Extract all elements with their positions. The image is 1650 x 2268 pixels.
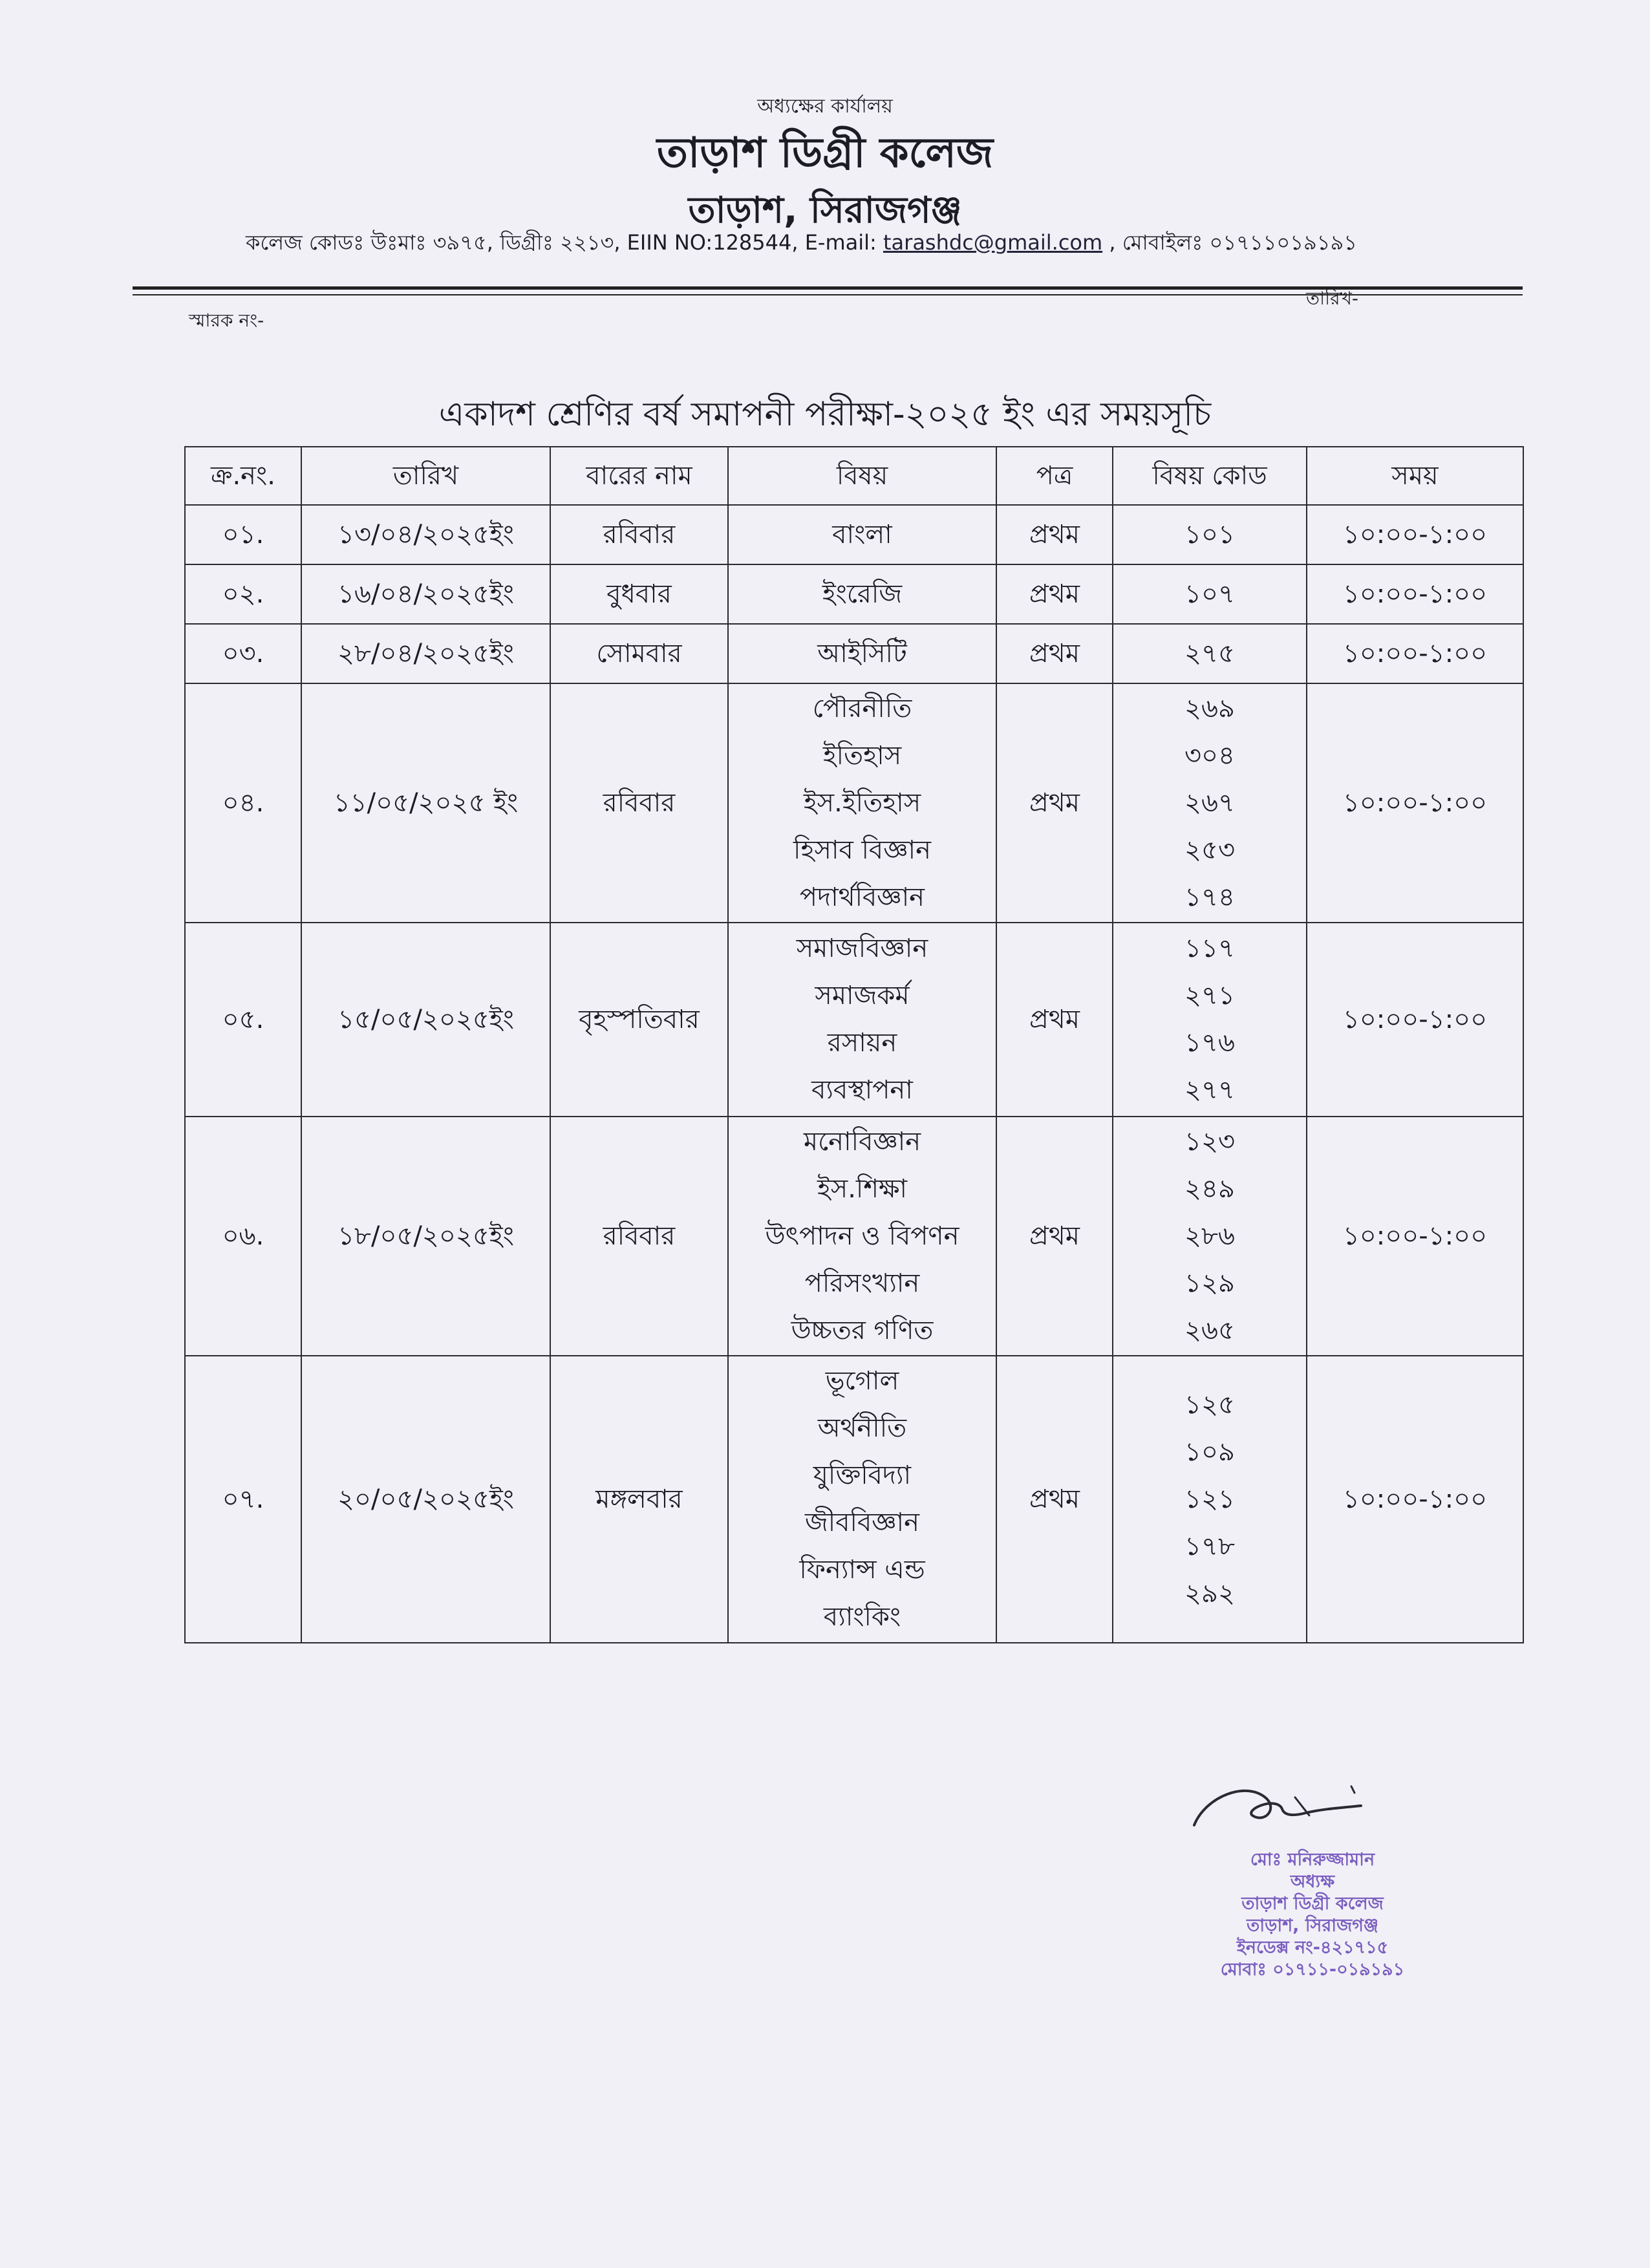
header-subject: বিষয় (728, 447, 996, 505)
table-header-row (185, 447, 1523, 505)
subject-name: মনোবিজ্ঞান (803, 1126, 921, 1157)
subject-name: আইসিটি (817, 638, 907, 669)
row-day: রবিবার (550, 1117, 728, 1356)
header-subject-code: বিষয় কোড (1113, 447, 1307, 505)
row-time: ১০:০০-১:০০ (1307, 683, 1523, 923)
row-codes (1113, 683, 1307, 923)
principal-signature (1186, 1770, 1367, 1841)
row-time: ১০:০০-১:০০ (1307, 564, 1523, 624)
subject-code: ২৮৬ (1184, 1221, 1235, 1251)
subject-name: রসায়ন (827, 1028, 897, 1058)
subject-name: অর্থনীতি (817, 1413, 907, 1443)
date-label: তারিখ- (1306, 288, 1359, 309)
row-codes (1113, 1356, 1307, 1643)
exam-schedule-table (184, 446, 1524, 1643)
row-day: বুধবার (550, 564, 728, 624)
subject-code: ১২৩ (1184, 1126, 1235, 1157)
row-codes (1113, 923, 1307, 1117)
email-link[interactable]: tarashdc@gmail.com (883, 230, 1103, 255)
subject-name: সমাজবিজ্ঞান (796, 934, 928, 963)
row-date: ১৫/০৫/২০২৫ইং (301, 923, 550, 1117)
stamp-line: ইনডেক্স নং-৪২১৭১৫ (1236, 1938, 1389, 1958)
row-time: ১০:০০-১:০০ (1307, 1356, 1523, 1643)
table-row (185, 1356, 1523, 1643)
row-day: রবিবার (550, 683, 728, 923)
table-row (185, 923, 1523, 1117)
table-row (185, 624, 1523, 683)
subject-code: ১০৯ (1184, 1437, 1235, 1467)
subject-name: ফিন্যান্স এন্ড (799, 1555, 925, 1585)
row-serial: ০৫. (185, 923, 301, 1117)
row-day: মঙ্গলবার (550, 1356, 728, 1643)
contact-prefix: কলেজ কোডঃ উঃমাঃ ৩৯৭৫, ডিগ্রীঃ ২২১৩, EIIN NO:128544, E-mail: (246, 230, 883, 255)
row-date: ১৮/০৫/২০২৫ইং (301, 1117, 550, 1356)
subject-name: পদার্থবিজ্ঞান (799, 882, 925, 912)
row-subjects (728, 624, 996, 683)
subject-code: ২৫৩ (1184, 835, 1235, 865)
row-subjects (728, 1117, 996, 1356)
row-serial: ০৪. (185, 683, 301, 923)
stamp-line: তাড়াশ, সিরাজগঞ্জ (1247, 1916, 1378, 1936)
subject-name: পরিসংখ্যান (804, 1268, 920, 1298)
row-subjects (728, 683, 996, 923)
subject-name: উচ্চতর গণিত (791, 1315, 934, 1345)
subject-code: ৩০৪ (1184, 740, 1235, 771)
subject-code: ২৭৭ (1184, 1075, 1236, 1105)
row-date: ১১/০৫/২০২৫ ইং (301, 683, 550, 923)
subject-name: ইতিহাস (822, 740, 902, 771)
subject-code: ২৬৯ (1184, 693, 1235, 723)
principal-seal-stamp (1183, 1849, 1442, 1981)
row-subjects (728, 564, 996, 624)
row-date: ১৩/০৪/২০২৫ইং (301, 505, 550, 564)
subject-name: ইস.শিক্ষা (817, 1173, 908, 1204)
subject-code: ১৭৬ (1184, 1028, 1235, 1058)
row-day: বৃহস্পতিবার (550, 923, 728, 1117)
row-codes (1113, 505, 1307, 564)
row-subjects (728, 1356, 996, 1643)
subject-name: ভূগোল (825, 1366, 899, 1396)
subject-name: ইংরেজি (822, 579, 903, 609)
office-label: অধ্যক্ষের কার্যালয় (757, 95, 893, 118)
subject-code: ২৭৫ (1184, 638, 1235, 669)
row-serial: ০৭. (185, 1356, 301, 1643)
row-serial: ০৩. (185, 624, 301, 683)
subject-code: ২৪৯ (1184, 1173, 1235, 1204)
row-paper: প্রথম (996, 923, 1113, 1117)
subject-code: ১২১ (1184, 1484, 1235, 1514)
subject-name: জীববিজ্ঞান (805, 1508, 919, 1537)
subject-name: যুক্তিবিদ্যা (813, 1460, 912, 1490)
row-codes (1113, 624, 1307, 683)
college-name: তাড়াশ ডিগ্রী কলেজ (656, 129, 994, 177)
row-codes (1113, 564, 1307, 624)
stamp-line: মোঃ মনিরুজ্জামান (1250, 1850, 1375, 1870)
subject-name: ব্যবস্থাপনা (811, 1075, 913, 1105)
row-serial: ০২. (185, 564, 301, 624)
row-paper: প্রথম (996, 624, 1113, 683)
subject-name: ইস.ইতিহাস (803, 787, 921, 818)
table-row (185, 1117, 1523, 1356)
header-paper: পত্র (996, 447, 1113, 505)
subject-name: পৌরনীতি (812, 693, 912, 723)
subject-code: ১৭৪ (1184, 882, 1235, 912)
subject-code: ২৭১ (1184, 981, 1235, 1011)
row-paper: প্রথম (996, 505, 1113, 564)
row-date: ২০/০৫/২০২৫ইং (301, 1356, 550, 1643)
subject-code: ১৭৮ (1184, 1531, 1235, 1561)
row-serial: ০৬. (185, 1117, 301, 1356)
stamp-line: মোবাঃ ০১৭১১-০১৯১৯১ (1220, 1960, 1405, 1980)
row-serial: ০১. (185, 505, 301, 564)
subject-code: ২৯২ (1184, 1578, 1235, 1609)
table-row (185, 564, 1523, 624)
row-day: রবিবার (550, 505, 728, 564)
row-time: ১০:০০-১:০০ (1307, 1117, 1523, 1356)
college-address: তাড়াশ, সিরাজগঞ্জ (688, 189, 962, 231)
row-subjects (728, 923, 996, 1117)
row-time: ১০:০০-১:০০ (1307, 923, 1523, 1117)
schedule-title: একাদশ শ্রেণির বর্ষ সমাপনী পরীক্ষা-২০২৫ ইং এর সময়সূচি (438, 395, 1212, 434)
subject-code: ২৬৫ (1184, 1315, 1235, 1345)
header-day: বারের নাম (550, 447, 728, 505)
table-row (185, 505, 1523, 564)
row-paper: প্রথম (996, 683, 1113, 923)
row-day: সোমবার (550, 624, 728, 683)
stamp-line: অধ্যক্ষ (1290, 1872, 1335, 1892)
subject-code: ১২৫ (1184, 1389, 1235, 1420)
contact-line (246, 226, 1474, 261)
header-time: সময় (1307, 447, 1523, 505)
row-paper: প্রথম (996, 564, 1113, 624)
subject-code: ১০৭ (1184, 579, 1235, 609)
subject-name: সমাজকর্ম (815, 981, 910, 1011)
subject-code: ২৬৭ (1184, 787, 1236, 818)
memo-number-label: স্মারক নং- (189, 310, 264, 331)
row-date: ২৮/০৪/২০২৫ইং (301, 624, 550, 683)
subject-name: ব্যাংকিং (823, 1602, 901, 1632)
row-time: ১০:০০-১:০০ (1307, 505, 1523, 564)
row-paper: প্রথম (996, 1356, 1113, 1643)
subject-code: ১১৭ (1184, 934, 1235, 963)
subject-name: বাংলা (832, 519, 892, 550)
table-row (185, 683, 1523, 923)
contact-suffix: , মোবাইলঃ ০১৭১১০১৯১৯১ (1102, 230, 1358, 255)
stamp-line: তাড়াশ ডিগ্রী কলেজ (1241, 1894, 1384, 1914)
header-serial: ক্র.নং. (185, 447, 301, 505)
row-date: ১৬/০৪/২০২৫ইং (301, 564, 550, 624)
row-subjects (728, 505, 996, 564)
subject-code: ১২৯ (1184, 1268, 1235, 1298)
row-codes (1113, 1117, 1307, 1356)
subject-name: উৎপাদন ও বিপণন (765, 1221, 959, 1251)
header-date: তারিখ (301, 447, 550, 505)
row-time: ১০:০০-১:০০ (1307, 624, 1523, 683)
subject-code: ১০১ (1184, 519, 1235, 550)
subject-name: হিসাব বিজ্ঞান (793, 835, 931, 865)
row-paper: প্রথম (996, 1117, 1113, 1356)
